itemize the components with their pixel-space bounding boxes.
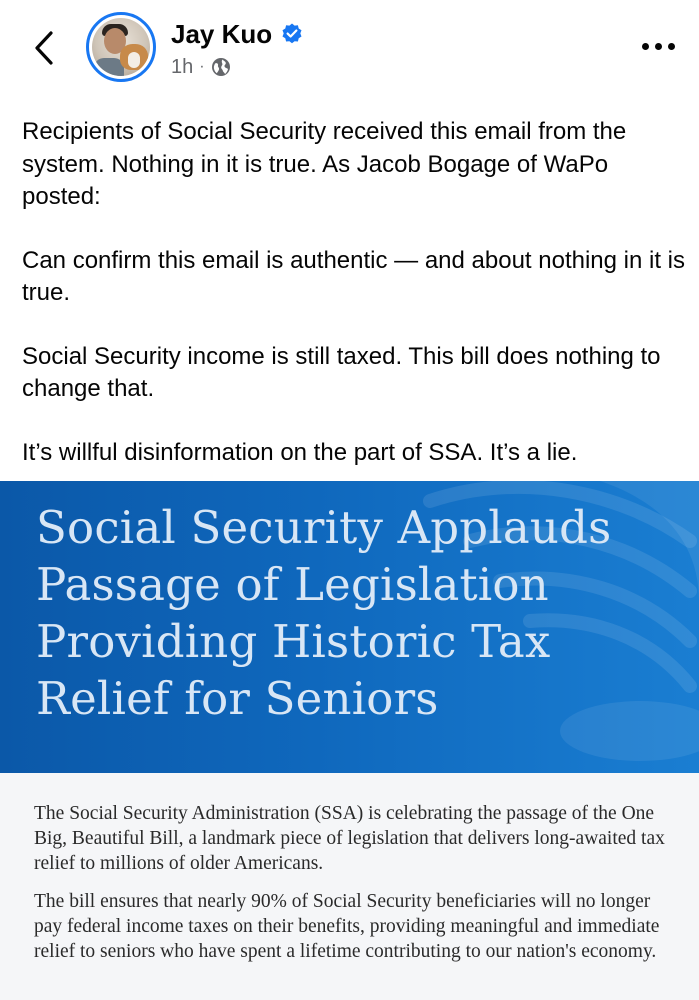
- banner-line: Providing Historic Tax: [36, 615, 551, 668]
- article-paragraph: The bill ensures that nearly 90% of Social Security beneficiaries will no longer pay federal income taxes on their benefits, providing meaningful and immediate relief to seniors who have spent a lifetime contributing to our nation's economy.: [34, 891, 660, 962]
- banner-line: Passage of Legislation: [36, 558, 549, 611]
- more-options-icon: [642, 43, 649, 50]
- banner-title: [36, 499, 676, 727]
- image-article[interactable]: [0, 773, 699, 1000]
- avatar-photo: [92, 18, 150, 76]
- image-banner[interactable]: [0, 481, 699, 773]
- back-arrow-icon: [33, 30, 55, 66]
- post-paragraph: It’s willful disinformation on the part of SSA. It’s a lie.: [22, 438, 578, 466]
- author-name[interactable]: Jay Kuo: [171, 18, 273, 49]
- post-paragraph: Social Security income is still taxed. This bill does nothing to change that.: [22, 342, 661, 402]
- post-timestamp[interactable]: 1h: [171, 55, 194, 78]
- article-paragraph: The Social Security Administration (SSA) is celebrating the passage of the One Big, Beautiful Bill, a landmark piece of legislation that delivers long-awaited tax relief to millions of older Americans.: [34, 803, 665, 874]
- banner-line: Social Security Applauds: [36, 501, 612, 554]
- post-paragraph: Recipients of Social Security received this email from the system. Nothing in it is true. As Jacob Bogage of WaPo posted:: [22, 118, 627, 210]
- avatar[interactable]: [86, 12, 156, 82]
- banner-line: Relief for Seniors: [36, 672, 439, 725]
- more-options-button[interactable]: [636, 34, 680, 58]
- post-body: [22, 116, 687, 469]
- globe-icon: [211, 57, 231, 77]
- article-body: [34, 801, 674, 977]
- post-paragraph: Can confirm this email is authentic — and about nothing in it is true.: [22, 246, 686, 306]
- post-meta: [171, 54, 231, 80]
- verified-badge-icon: [280, 22, 304, 46]
- back-button[interactable]: [26, 28, 62, 68]
- author-row: [171, 16, 304, 52]
- post-header: [0, 0, 699, 100]
- meta-separator: ·: [199, 58, 205, 75]
